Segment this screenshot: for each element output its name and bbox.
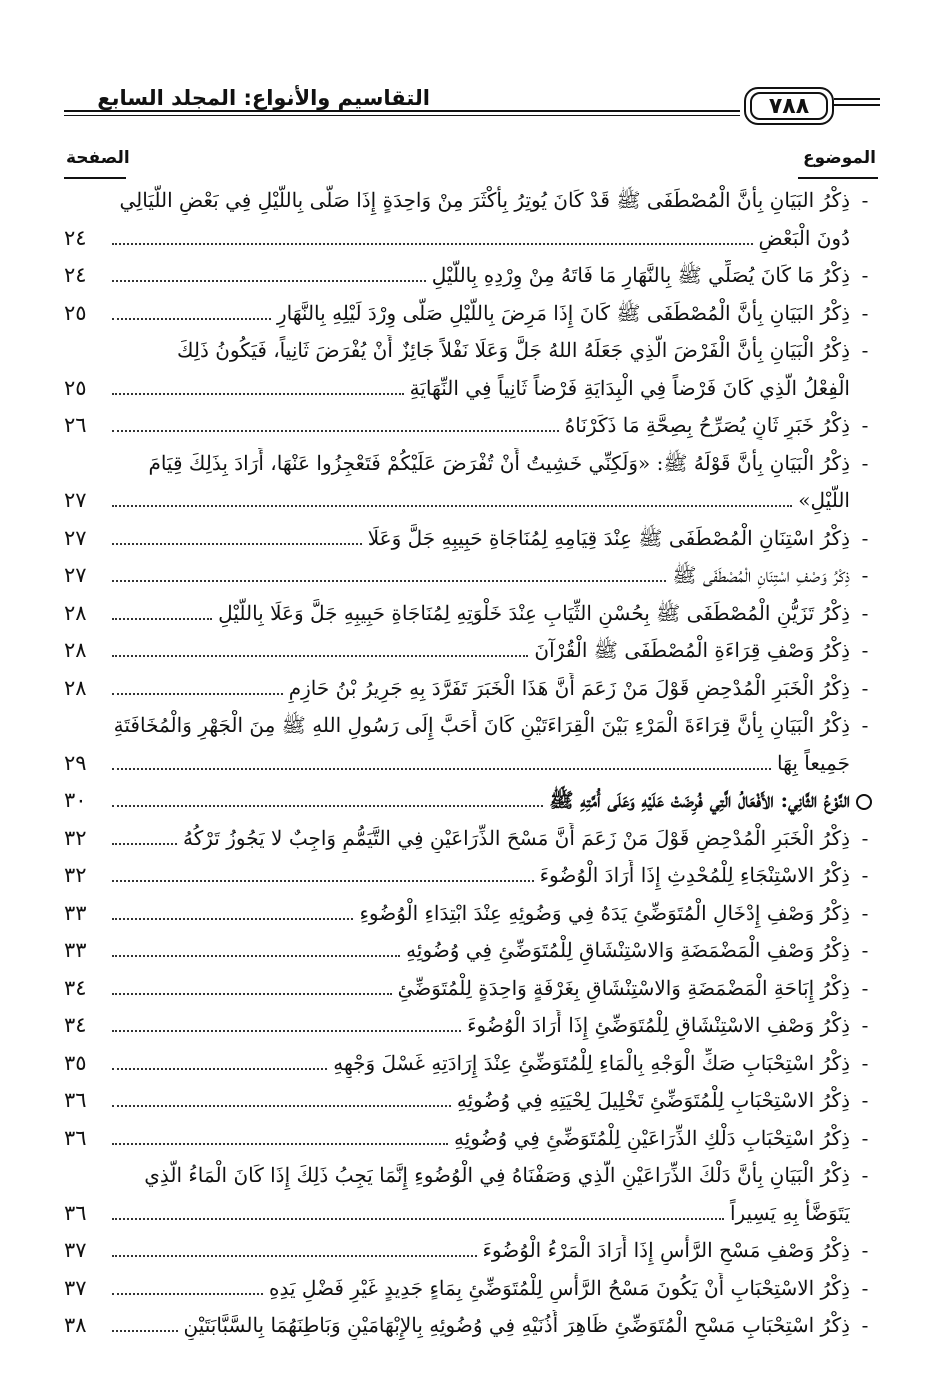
toc-entry-text: ذِكْرُ خَبَرٍ ثَانٍ يُصَرِّحُ بِصِحَّةِ مَا ذَكَرْنَاهُ: [564, 413, 850, 437]
toc-entry-line: [112, 785, 850, 815]
dot-leader: [112, 1255, 477, 1257]
toc-entry-line: [112, 1198, 850, 1228]
toc-entry-line: [112, 448, 850, 478]
entry-dash-icon: -: [861, 263, 869, 287]
toc-entry-line: [112, 823, 850, 853]
toc-entry-text: ذِكْرُ وَصْفِ الاسْتِنْشَاقِ لِلْمُتَوَضِّئِ إِذَا أَرَادَ الْوُضُوءَ: [467, 1013, 850, 1037]
dot-leader: [112, 655, 528, 657]
toc-entry-text: ذِكْرُ اسْتِحْبَابِ دَلْكِ الذِّرَاعَيْنِ لِلْمُتَوَضِّئِ فِي وُضُوئِهِ: [453, 1125, 850, 1150]
toc-entry-line: [112, 1085, 850, 1115]
toc-entry-text: ذِكْرُ اسْتِحْبَابِ مَسْحِ الْمُتَوَضِّئِ ظَاهِرَ أُذُنَيْهِ فِي وُضُوئِهِ بِالإِبْهَامَيْنِ وَبَاطِنَهُمَا بِالسَّبَّابَتَيْنِ: [183, 1313, 850, 1337]
toc-page-number: ٣٦: [64, 1125, 87, 1150]
entry-dash-icon: -: [861, 300, 869, 325]
entry-dash-icon: -: [861, 450, 869, 475]
entry-dash-icon: -: [861, 675, 869, 700]
toc-entry-text: ذِكْرُ الْبَيَانِ بِأَنَّ قَوْلَهُ ﷺ: «وَلَكِنِّي خَشِيتُ أَنْ تُفْرَضَ عَلَيْكُمْ فَتَعْجِزُوا عَنْهَا، أَرَادَ بِذَلِكَ قِيَامَ: [148, 450, 850, 475]
toc-entry-text: ذِكْرُ الْخَبَرِ الْمُدْحِضِ قَوْلَ مَنْ زَعَمَ أَنَّ هَذَا الْخَبَرَ تَفَرَّدَ بِهِ جَرِيرُ بْنُ حَازِمٍ: [288, 675, 850, 700]
toc-page-number: ٣٤: [64, 975, 87, 1000]
toc-entry-line: [112, 560, 850, 590]
dot-leader: [112, 843, 177, 845]
toc-page-number: ٢٧: [64, 563, 87, 587]
toc-entry-text: ذِكْرُ البَيَانِ بِأَنَّ الْمُصْطَفَى ﷺ قَدْ كَانَ يُوتِرُ بِأَكْثَرَ مِنْ وَاحِدَةٍ إِذَا صَلَّى بِاللَّيْلِ فِي بَعْضِ اللَّيَالِي: [119, 188, 850, 212]
toc-entry-text: ذِكْرُ اسْتِحْبَابِ صَكِّ الْوَجْهِ بِالْمَاءِ لِلْمُتَوَضِّئِ عِنْدَ إِرَادَتِهِ غَسْلَ وَجْهِهِ: [333, 1050, 850, 1075]
toc-page-number: ٢٤: [64, 225, 87, 250]
entry-dash-icon: -: [861, 938, 869, 962]
toc-entry-text: يَتَوَضَّأُ بِهِ يَسِيراً: [729, 1200, 850, 1225]
toc-entry-text: اللَّيْلِ»: [798, 488, 850, 512]
toc-page-number: ٢٨: [64, 600, 87, 625]
toc-entry-text: ذِكْرُ وَصْفِ إِدْخَالِ الْمُتَوَضِّئِ يَدَهُ فِي وَضُوئِهِ عِنْدَ ابْتِدَاءِ الْوُضُوءِ: [359, 900, 850, 925]
dot-leader: [112, 1105, 451, 1107]
dot-leader: [112, 993, 392, 995]
toc-page-number: ٣٦: [64, 1200, 87, 1225]
toc-entry-text: النَّوْعُ الثَّانِي: الأَفْعَالُ الَّتِي فُرِضَتْ عَلَيْهِ وَعَلَى أُمَّتِهِ ﷺ: [549, 788, 850, 812]
toc-entry-text: ذِكْرُ الاسْتِنْجَاءِ لِلْمُحْدِثِ إِذَا أَرَادَ الْوُضُوءَ: [539, 863, 850, 887]
toc-entry-line: [112, 1160, 850, 1190]
entry-dash-icon: -: [861, 1275, 869, 1300]
toc-page-number: ٣٦: [64, 1088, 87, 1112]
entry-dash-icon: -: [861, 1050, 869, 1075]
dot-leader: [112, 618, 212, 620]
toc-page-number: ٣٨: [64, 1313, 87, 1337]
section-circle-icon: [856, 794, 872, 810]
toc-page-number: ٣٥: [64, 1050, 87, 1075]
toc-page-number: ٢٨: [64, 638, 87, 662]
toc-entry-text: ذِكْرُ الْخَبَرِ الْمُدْحِضِ قَوْلَ مَنْ زَعَمَ أَنَّ مَسْحَ الذِّرَاعَيْنِ فِي التَّيَمُّمِ وَاجِبٌ لا يَجُوزُ تَرْكُهُ: [183, 825, 850, 850]
toc-entry-line: [112, 223, 850, 253]
entry-dash-icon: -: [861, 900, 869, 925]
toc-entry-text: ذِكْرُ اسْتِنَانِ الْمُصْطَفَى ﷺ عِنْدَ قِيَامِهِ لِمُنَاجَاةِ حَبِيبِهِ جَلَّ وَعَلَا: [367, 525, 850, 550]
toc-page-number: ٢٦: [64, 413, 87, 437]
toc-entry-line: [112, 710, 850, 740]
dot-leader: [112, 580, 666, 582]
dot-leader: [112, 1030, 461, 1032]
toc-entry-text: دُونَ الْبَعْضِ: [758, 225, 850, 250]
entry-dash-icon: -: [861, 1163, 869, 1187]
toc-entry-line: [112, 860, 850, 890]
entry-dash-icon: -: [861, 338, 869, 362]
dot-leader: [112, 243, 753, 245]
page-number: ٧٨٨: [750, 92, 828, 120]
toc-entry-text: ذِكْرُ وَصْفِ اسْتِنَانِ الْمُصْطَفَى ﷺ: [672, 563, 850, 587]
dot-leader: [112, 1218, 724, 1220]
entry-dash-icon: -: [861, 713, 869, 737]
toc-entry-line: [112, 973, 850, 1003]
entry-dash-icon: -: [861, 863, 869, 887]
entry-dash-icon: -: [861, 975, 869, 1000]
dot-leader: [112, 280, 426, 282]
toc-entry-line: [112, 1310, 850, 1340]
toc-entry-line: [112, 410, 850, 440]
toc-entry-line: [112, 1273, 850, 1303]
toc-page-number: ٣٢: [64, 863, 87, 887]
toc-page-number: ٢٥: [64, 375, 87, 400]
toc-entry-line: [112, 598, 850, 628]
toc-entry-text: ذِكْرُ تَزَيُّنِ الْمُصْطَفَى ﷺ بِحُسْنِ الثِّيَابِ عِنْدَ خَلْوَتِهِ لِمُنَاجَاةِ حَبِيبِهِ جَلَّ وَعَلَا بِاللَّيْلِ: [218, 600, 850, 625]
dot-leader: [112, 805, 543, 807]
entry-dash-icon: -: [861, 188, 869, 212]
entry-dash-icon: -: [861, 413, 869, 437]
toc-entry-line: [112, 1048, 850, 1078]
dot-leader: [112, 768, 771, 770]
toc-entry-line: [112, 185, 850, 215]
toc-page-number: ٣٣: [64, 938, 87, 962]
entry-dash-icon: -: [861, 638, 869, 662]
entry-dash-icon: -: [861, 563, 869, 587]
toc-entry-line: [112, 373, 850, 403]
toc-page-number: ٣٣: [64, 900, 87, 925]
dot-leader: [112, 955, 400, 957]
toc-entry-line: [112, 748, 850, 778]
dot-leader: [112, 1143, 448, 1145]
dot-leader: [112, 693, 283, 695]
toc-page-number: ٣٢: [64, 825, 87, 850]
dot-leader: [112, 543, 362, 545]
entry-dash-icon: -: [861, 1125, 869, 1150]
toc-entry-line: [112, 260, 850, 290]
toc-entry-text: ذِكْرُ الاسْتِحْبَابِ أَنْ يَكُونَ مَسْحُ الرَّأْسِ لِلْمُتَوَضِّئِ بِمَاءٍ جَدِيدٍ غَيْرِ فَضْلِ يَدِهِ: [269, 1275, 850, 1300]
toc-entry-line: [112, 935, 850, 965]
dot-leader: [112, 1293, 263, 1295]
dot-leader: [112, 1068, 327, 1070]
page-column-heading: الصفحة: [66, 148, 130, 168]
toc-page-number: ٢٩: [64, 750, 87, 775]
toc-page-number: ٢٤: [64, 263, 87, 287]
toc-entry-text: ذِكْرُ الْبَيَانِ بِأَنَّ قِرَاءَةَ الْمَرْءِ بَيْنَ الْقِرَاءَتَيْنِ كَانَ أَحَبَّ إِلَى رَسُولِ اللهِ ﷺ مِنَ الْجَهْرِ وَالْمُخَافَتَةِ: [113, 713, 850, 737]
toc-entry-text: جَمِيعاً بِهَا: [777, 750, 850, 775]
toc-entry-text: ذِكْرُ إِبَاحَةِ الْمَضْمَضَةِ وَالاسْتِنْشَاقِ بِغَرْفَةٍ وَاحِدَةٍ لِلْمُتَوَضِّئِ: [397, 975, 850, 1000]
entry-dash-icon: -: [861, 1313, 869, 1337]
running-header-title: التقاسيم والأنواع: المجلد السابع: [97, 86, 430, 110]
entry-dash-icon: -: [861, 600, 869, 625]
toc-entry-line: [112, 523, 850, 553]
toc-page-number: ٣٧: [64, 1238, 87, 1262]
toc-page-number: ٢٧: [64, 488, 87, 512]
dot-leader: [112, 880, 534, 882]
toc-entry-line: [112, 898, 850, 928]
toc-entry-line: [112, 1123, 850, 1153]
toc-page-number: ٢٥: [64, 300, 87, 325]
entry-dash-icon: -: [861, 525, 869, 550]
toc-entry-text: ذِكْرُ الْبَيَانِ بِأَنَّ الْفَرْضَ الَّذِي جَعَلَهُ اللهُ جَلَّ وَعَلَا نَفْلاً جَائِزٌ أَنْ يُفْرَضَ ثَانِياً، فَيَكُونُ ذَلِكَ: [177, 338, 850, 362]
toc-page-number: ٢٧: [64, 525, 87, 550]
toc-entry-line: [112, 1235, 850, 1265]
toc-entry-text: ذِكْرُ مَا كَانَ يُصَلِّي ﷺ بِالنَّهَارِ مَا فَاتَهُ مِنْ وِرْدِهِ بِاللَّيْلِ: [431, 263, 850, 287]
toc-entry-text: ذِكْرُ البَيَانِ بِأَنَّ الْمُصْطَفَى ﷺ كَانَ إِذَا مَرِضَ بِاللَّيْلِ صَلَّى وِرْدَ لَيْلِهِ بِالنَّهَارِ: [276, 300, 850, 325]
toc-entry-text: ذِكْرُ الاسْتِحْبَابِ لِلْمُتَوَضِّئِ تَخْلِيلَ لِحْيَتِهِ فِي وُضُوئِهِ: [456, 1088, 850, 1112]
dot-leader: [112, 1330, 178, 1332]
toc-page-number: ٢٨: [64, 675, 87, 700]
toc-entry-line: [112, 298, 850, 328]
dot-leader: [112, 393, 404, 395]
toc-page-number: ٣٤: [64, 1013, 87, 1037]
toc-page-number: ٣٠: [64, 788, 87, 812]
toc-entry-line: [112, 335, 850, 365]
toc-entry-line: [112, 673, 850, 703]
toc-entry-line: [112, 635, 850, 665]
toc-entry-text: ذِكْرُ الْبَيَانِ بِأَنَّ دَلْكَ الذِّرَاعَيْنِ الَّذِي وَصَفْنَاهُ فِي الْوُضُوءِ إِنَّمَا يَجِبُ ذَلِكَ إِذَا كَانَ الْمَاءُ الَّذِي: [144, 1163, 850, 1187]
entry-dash-icon: -: [861, 825, 869, 850]
toc-entry-text: ذِكْرُ وَصْفِ قِرَاءَةِ الْمُصْطَفَى ﷺ الْقُرْآنَ: [534, 638, 850, 662]
entry-dash-icon: -: [861, 1088, 869, 1112]
entry-dash-icon: -: [861, 1238, 869, 1262]
entry-dash-icon: -: [861, 1013, 869, 1037]
toc-entry-text: الْفِعْلُ الَّذِي كَانَ فَرْضاً فِي الْبِدَايَةِ فَرْضاً ثَانِياً فِي النِّهَايَةِ: [409, 375, 850, 400]
dot-leader: [112, 430, 559, 432]
toc-entry-text: ذِكْرُ وَصْفِ مَسْحِ الرَّأْسِ إِذَا أَرَادَ الْمَرْءُ الْوُضُوءَ: [482, 1238, 850, 1262]
dot-leader: [112, 318, 271, 320]
dot-leader: [112, 505, 792, 507]
toc-page-number: ٣٧: [64, 1275, 87, 1300]
dot-leader: [112, 918, 353, 920]
toc-entry-line: [112, 485, 850, 515]
toc-entry-line: [112, 1010, 850, 1040]
toc-entry-text: ذِكْرُ وَصْفِ الْمَضْمَضَةِ وَالاسْتِنْشَاقِ لِلْمُتَوَضِّئِ فِي وُضُوئِهِ: [406, 938, 850, 962]
topic-column-heading: الموضوع: [803, 148, 876, 168]
